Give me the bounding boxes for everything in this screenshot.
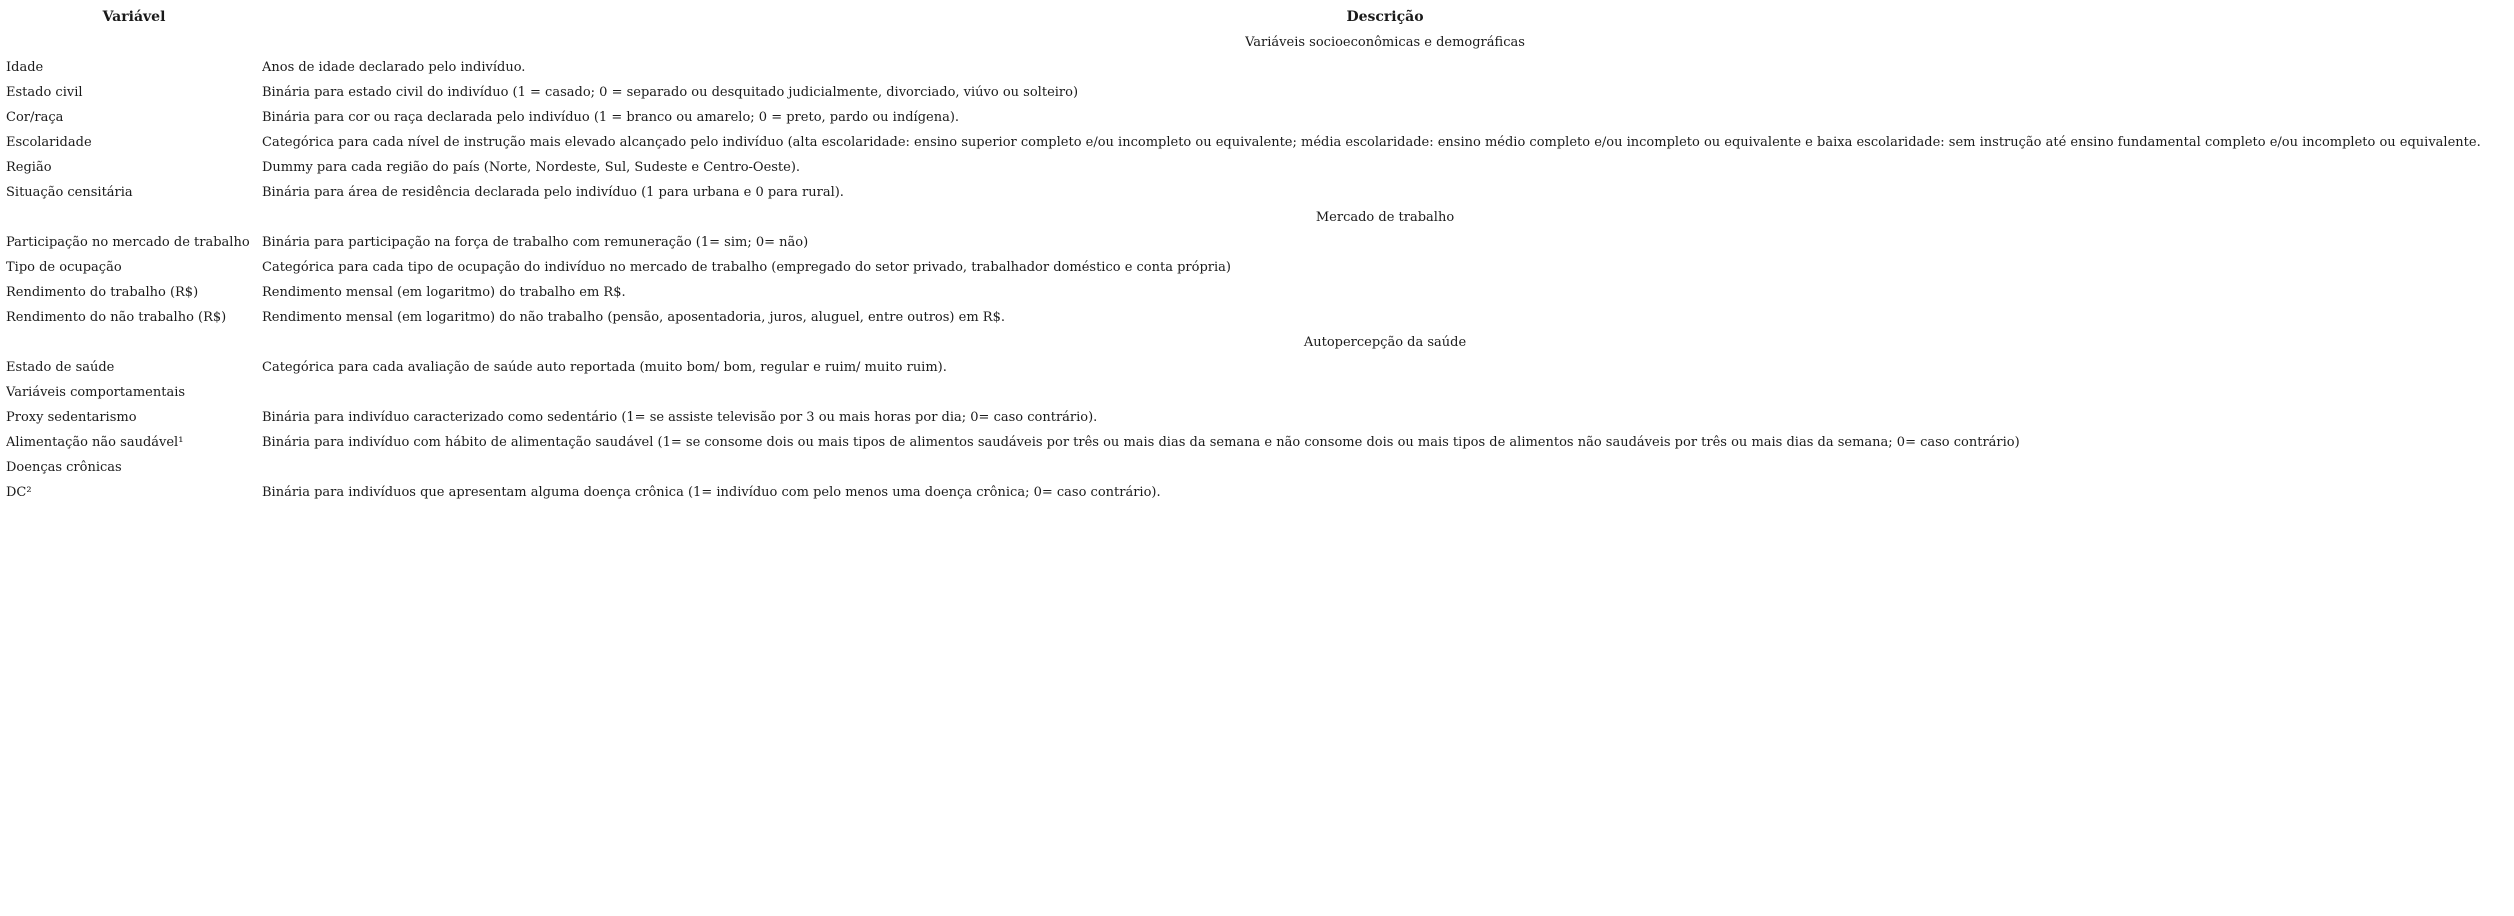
table-row <box>6 455 2508 480</box>
description-cell: Dummy para cada região do país (Norte, Nordeste, Sul, Sudeste e Centro-Oeste). <box>262 160 801 175</box>
variable-cell: Escolaridade <box>6 135 92 150</box>
description-cell: Binária para indivíduo com hábito de alimentação saudável (1= se consome dois ou mais tipos de alimentos saudáveis por três ou mais dias da semana e não consome dois ou mais tipos de alimentos não saudáveis por três ou mais dias da semana; 0= caso contrário) <box>262 435 2020 450</box>
variable-cell: Rendimento do não trabalho (R$) <box>6 310 227 325</box>
variable-cell: Proxy sedentarismo <box>6 410 137 425</box>
description-cell: Categórica para cada nível de instrução mais elevado alcançado pelo indivíduo (alta escolaridade: ensino superior completo e/ou incompleto ou equivalente; média escolaridade: ensino médio completo e/ou incompleto ou equivalente e baixa escolaridade: sem instrução até ensino fundamental completo e/ou incompleto ou equivalente. <box>262 135 2481 150</box>
description-cell: Binária para indivíduo caracterizado como sedentário (1= se assiste televisão por 3 ou mais horas por dia; 0= caso contrário). <box>262 410 1098 425</box>
description-cell: Binária para área de residência declarada pelo indivíduo (1 para urbana e 0 para rural). <box>262 185 844 200</box>
description-cell: Categórica para cada avaliação de saúde auto reportada (muito bom/ bom, regular e ruim/ muito ruim). <box>262 360 947 375</box>
variables-table <box>6 5 2508 505</box>
variable-cell: Rendimento do trabalho (R$) <box>6 285 199 300</box>
description-cell: Rendimento mensal (em logaritmo) do não trabalho (pensão, aposentadoria, juros, aluguel, entre outros) em R$. <box>262 310 1005 325</box>
description-cell: Rendimento mensal (em logaritmo) do trabalho em R$. <box>262 285 626 300</box>
table-row <box>6 105 2508 130</box>
description-cell: Binária para estado civil do indivíduo (1 = casado; 0 = separado ou desquitado judicialmente, divorciado, viúvo ou solteiro) <box>262 85 1079 100</box>
table-row <box>6 55 2508 80</box>
description-cell <box>262 380 2508 405</box>
variable-cell: Cor/raça <box>6 110 64 125</box>
table-row <box>6 430 2508 455</box>
variable-cell: Idade <box>6 60 44 75</box>
variable-cell: Estado civil <box>6 85 83 100</box>
variable-cell: Região <box>6 160 52 175</box>
variable-cell: Situação censitária <box>6 185 133 200</box>
variable-cell: Participação no mercado de trabalho <box>6 235 250 250</box>
description-cell: Binária para participação na força de trabalho com remuneração (1= sim; 0= não) <box>262 235 809 250</box>
section-row <box>6 205 2508 230</box>
table-row <box>6 180 2508 205</box>
section-heading: Variáveis socioeconômicas e demográficas <box>1245 35 1525 50</box>
table-row <box>6 480 2508 505</box>
header-variable: Variável <box>102 9 166 25</box>
table-row <box>6 405 2508 430</box>
table-row <box>6 130 2508 155</box>
variables-table-sheet <box>6 5 2508 505</box>
variable-cell: Variáveis comportamentais <box>6 385 186 400</box>
table-row <box>6 280 2508 305</box>
description-cell: Anos de idade declarado pelo indivíduo. <box>262 60 526 75</box>
section-spacer <box>6 330 262 355</box>
variable-cell: Estado de saúde <box>6 360 115 375</box>
description-cell: Categórica para cada tipo de ocupação do indivíduo no mercado de trabalho (empregado do setor privado, trabalhador doméstico e conta própria) <box>262 260 1231 275</box>
description-cell <box>262 455 2508 480</box>
table-body <box>6 30 2508 505</box>
section-row <box>6 330 2508 355</box>
table-header-row <box>6 5 2508 30</box>
variable-cell: Tipo de ocupação <box>6 260 122 275</box>
table-row <box>6 255 2508 280</box>
table-row <box>6 155 2508 180</box>
table-row <box>6 80 2508 105</box>
header-description: Descrição <box>1346 9 1424 25</box>
section-heading: Autopercepção da saúde <box>1303 335 1467 350</box>
table-row <box>6 305 2508 330</box>
table-row <box>6 380 2508 405</box>
section-row <box>6 30 2508 55</box>
description-cell: Binária para cor ou raça declarada pelo indivíduo (1 = branco ou amarelo; 0 = preto, pardo ou indígena). <box>262 110 960 125</box>
variable-cell: DC² <box>6 485 32 500</box>
table-row <box>6 230 2508 255</box>
section-heading: Mercado de trabalho <box>1315 210 1455 225</box>
section-spacer <box>6 205 262 230</box>
variable-cell: Alimentação não saudável¹ <box>6 435 184 450</box>
description-cell: Binária para indivíduos que apresentam alguma doença crônica (1= indivíduo com pelo menos uma doença crônica; 0= caso contrário). <box>262 485 1161 500</box>
section-spacer <box>6 30 262 55</box>
variable-cell: Doenças crônicas <box>6 460 122 475</box>
table-row <box>6 355 2508 380</box>
